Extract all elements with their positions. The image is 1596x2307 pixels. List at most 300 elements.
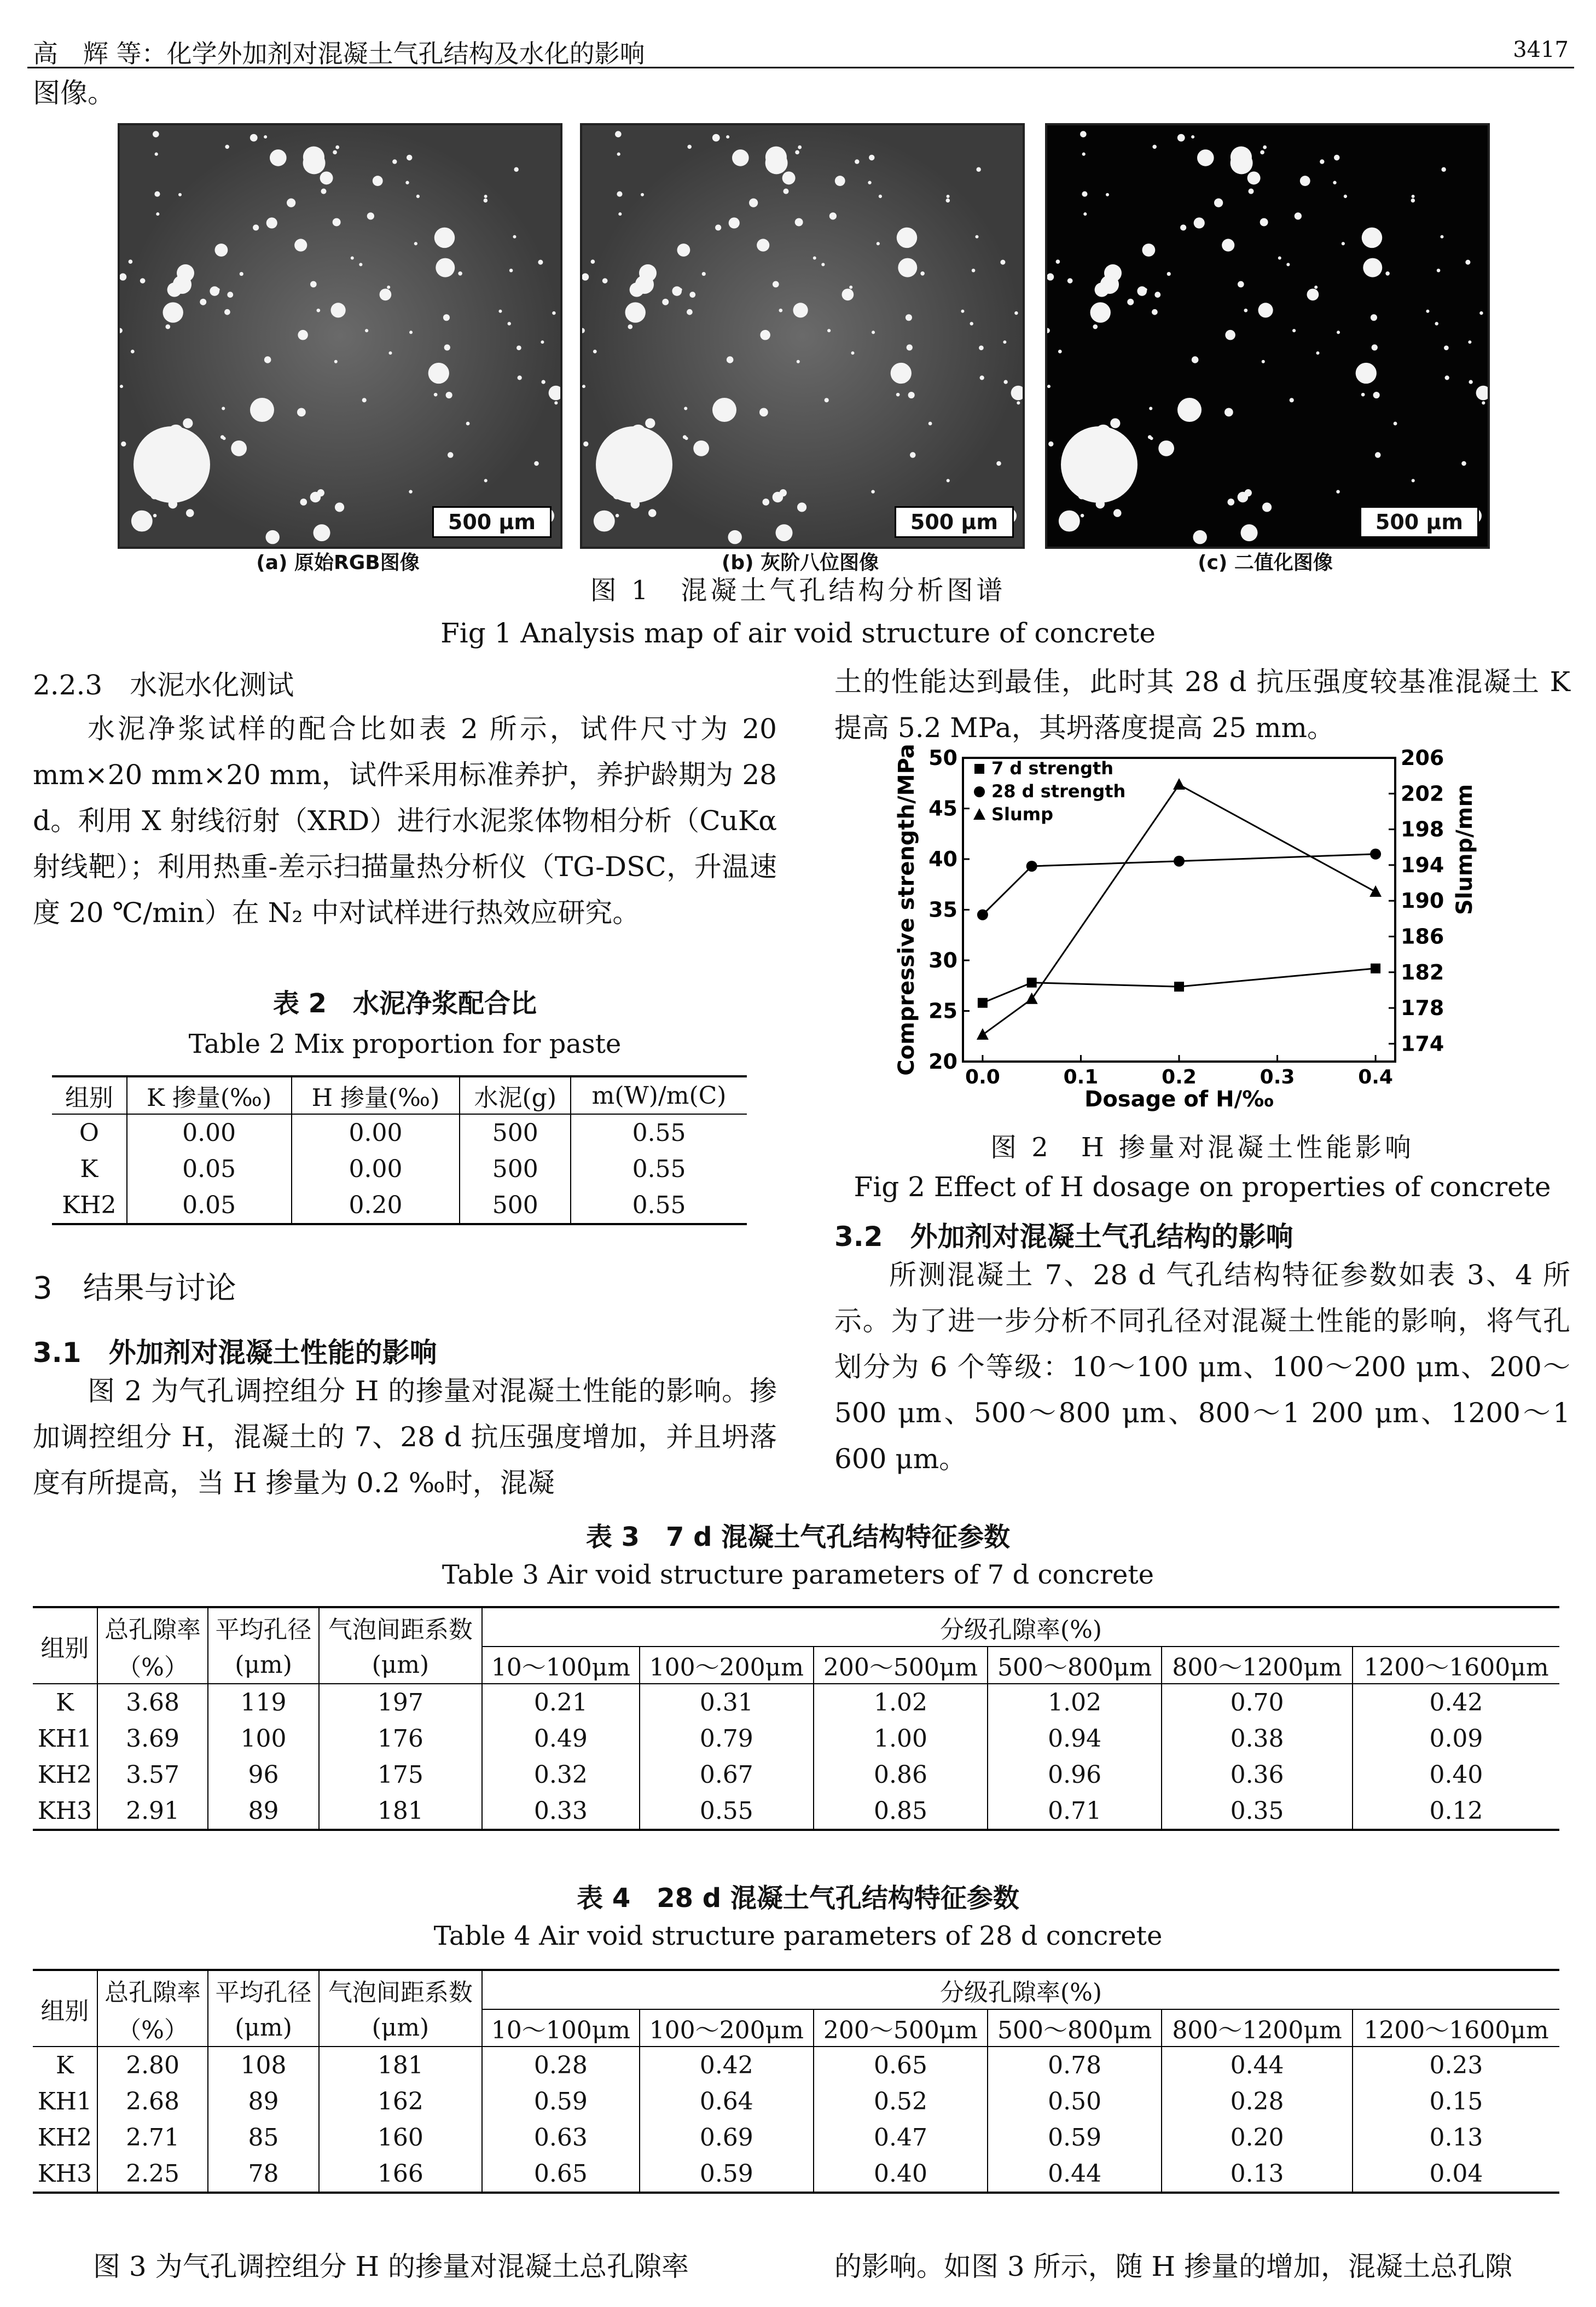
air-void-spot bbox=[782, 171, 796, 184]
air-void-spot bbox=[996, 461, 1001, 466]
air-void-spot bbox=[1177, 398, 1202, 422]
table4-cell: 89 bbox=[208, 2083, 318, 2119]
table3-cell: 175 bbox=[319, 1757, 482, 1793]
air-void-spot bbox=[702, 272, 706, 276]
legend-marker-1 bbox=[974, 786, 985, 797]
table4-cell: 0.50 bbox=[988, 2083, 1162, 2119]
air-void-spot bbox=[1371, 314, 1377, 321]
table2-cell: 0.20 bbox=[292, 1187, 460, 1224]
air-void-spot bbox=[1059, 511, 1080, 532]
air-void-spot bbox=[428, 363, 449, 384]
air-void-spot bbox=[1375, 452, 1381, 458]
air-void-spot bbox=[679, 288, 682, 291]
series-2-point bbox=[1369, 885, 1382, 897]
fig1-panel-b-image bbox=[582, 125, 1023, 547]
air-void-spot bbox=[596, 426, 672, 503]
fig1-label-a: (a) 原始RGB图像 bbox=[256, 552, 420, 574]
air-void-spot bbox=[224, 309, 230, 315]
table4-cell: 0.47 bbox=[814, 2119, 988, 2155]
table2-title-en: Table 2 Mix proportion for paste bbox=[188, 1029, 622, 1059]
air-void-spot bbox=[297, 408, 306, 416]
table4-cell: 0.44 bbox=[1162, 2047, 1353, 2083]
table3-grade-3: 200～500μm bbox=[814, 1647, 988, 1684]
air-void-spot bbox=[434, 228, 455, 248]
table3-cell: 0.79 bbox=[640, 1720, 814, 1757]
air-void-spot bbox=[869, 155, 874, 160]
air-void-spot bbox=[351, 256, 354, 259]
air-void-spot bbox=[1231, 147, 1252, 168]
air-void-spot bbox=[1263, 146, 1267, 149]
air-void-spot bbox=[217, 288, 220, 291]
table3-cell: 176 bbox=[319, 1720, 482, 1757]
air-void-spot bbox=[215, 244, 228, 257]
footer-left: 图 3 为气孔调控组分 H 的掺量对混凝土总孔隙率 bbox=[93, 2251, 689, 2282]
air-void-spot bbox=[898, 258, 917, 277]
air-void-spot bbox=[762, 499, 769, 506]
y-axis-label: Compressive strength/MPa bbox=[894, 744, 919, 1076]
air-void-spot bbox=[1300, 176, 1310, 186]
table3-header-row-2 bbox=[33, 1647, 1559, 1684]
air-void-spot bbox=[616, 514, 619, 517]
table4-cell: 0.63 bbox=[482, 2119, 640, 2155]
air-void-spot bbox=[1017, 401, 1020, 404]
air-void-spot bbox=[225, 144, 229, 149]
table3-cell: 0.94 bbox=[988, 1720, 1162, 1757]
air-void-spot bbox=[222, 407, 225, 410]
air-void-spot bbox=[1411, 199, 1415, 202]
air-void-spot bbox=[534, 461, 539, 466]
air-void-spot bbox=[1426, 310, 1429, 313]
table3-cell: 0.35 bbox=[1162, 1793, 1353, 1830]
table4-cell: 0.65 bbox=[814, 2047, 988, 2083]
air-void-spot bbox=[1082, 192, 1087, 197]
air-void-spot bbox=[947, 195, 950, 198]
air-void-spot bbox=[835, 176, 845, 186]
air-void-spot bbox=[314, 524, 330, 541]
air-void-spot bbox=[1247, 171, 1261, 184]
air-void-spot bbox=[163, 302, 183, 322]
table4-cell: 0.28 bbox=[482, 2047, 640, 2083]
air-void-spot bbox=[975, 235, 978, 239]
table3-col-total: 总孔隙率 bbox=[97, 1607, 208, 1647]
table-row bbox=[33, 2119, 1559, 2155]
paragraph-right-top: 土的性能达到最佳，此时其 28 d 抗压强度较基准混凝土 K 提高 5.2 MPa，其坍落度提高 25 mm。 bbox=[834, 666, 1570, 744]
table-row bbox=[33, 1684, 1559, 1720]
table-row bbox=[52, 1187, 747, 1224]
table3-cell: 0.86 bbox=[814, 1757, 988, 1793]
air-void-spot bbox=[683, 435, 687, 439]
table4-cell: 0.20 bbox=[1162, 2119, 1353, 2155]
air-void-spot bbox=[333, 218, 341, 227]
air-void-spot bbox=[628, 324, 633, 329]
air-void-spot bbox=[1241, 524, 1258, 541]
air-void-spot bbox=[448, 452, 454, 458]
table3-cell: 181 bbox=[319, 1793, 482, 1830]
series-0-point bbox=[1174, 982, 1184, 992]
y-tick-label: 20 bbox=[928, 1050, 957, 1074]
table4 bbox=[33, 1969, 1559, 2194]
air-void-spot bbox=[1435, 322, 1438, 325]
table3-grade-4: 500～800μm bbox=[988, 1647, 1162, 1684]
table4-cell: 2.80 bbox=[97, 2047, 208, 2083]
table2-col-wc: m(W)/m(C) bbox=[591, 1081, 727, 1110]
header-rule bbox=[27, 67, 1574, 68]
table4-grade-5: 800～1200μm bbox=[1162, 2009, 1353, 2047]
air-void-spot bbox=[757, 239, 769, 251]
fig1-caption-en: Fig 1 Analysis map of air void structure of concrete bbox=[440, 617, 1156, 649]
air-void-spot bbox=[250, 398, 274, 422]
footer-right: 的影响。如图 3 所示，随 H 掺量的增加，混凝土总孔隙 bbox=[834, 2251, 1512, 2282]
table3-cell: 0.70 bbox=[1162, 1684, 1353, 1720]
air-void-spot bbox=[891, 363, 912, 384]
air-void-spot bbox=[765, 147, 787, 168]
air-void-spot bbox=[813, 256, 816, 259]
air-void-spot bbox=[250, 134, 258, 142]
x-tick-label: 0.1 bbox=[1063, 1066, 1099, 1088]
y2-tick-label: 174 bbox=[1401, 1031, 1444, 1056]
paragraph-3-2: 所测混凝土 7、28 d 气孔结构特征参数如表 3、4 所示。为了进一步分析不同孔径对混凝土性能的影响，将气孔划分为 6 个等级：10～100 μm、100～200 μm、200～500 μm、500～800 μm、800～1 200 μm、1200～1 600 μm。 bbox=[834, 1259, 1570, 1475]
air-void-spot bbox=[1104, 264, 1122, 282]
series-0-point bbox=[1371, 964, 1380, 973]
air-void-spot bbox=[186, 509, 194, 517]
air-void-spot bbox=[310, 281, 317, 288]
table4-cell: 0.59 bbox=[482, 2083, 640, 2119]
series-1-point bbox=[1370, 849, 1381, 860]
air-void-spot bbox=[1469, 380, 1472, 384]
table2-col-k: K 掺量(‰) bbox=[127, 1076, 292, 1114]
air-void-spot bbox=[726, 135, 729, 138]
air-void-spot bbox=[266, 217, 277, 228]
table-row bbox=[33, 1720, 1559, 1757]
air-void-spot bbox=[1373, 392, 1380, 398]
table2-cell: 0.00 bbox=[292, 1151, 460, 1187]
table3-cell: 119 bbox=[208, 1684, 318, 1720]
air-void-spot bbox=[625, 302, 646, 322]
air-void-spot bbox=[727, 356, 734, 363]
air-void-spot bbox=[617, 153, 620, 156]
table4-col-group: 组别 bbox=[33, 1970, 97, 2047]
page-number: 3417 bbox=[1513, 37, 1569, 62]
table4-cell: 0.28 bbox=[1162, 2083, 1353, 2119]
table3-cell: 0.40 bbox=[1429, 1760, 1483, 1789]
air-void-spot bbox=[365, 329, 368, 332]
air-void-spot bbox=[1385, 271, 1390, 276]
table2-cell: 0.55 bbox=[632, 1191, 686, 1219]
table4-cell: 2.25 bbox=[97, 2155, 208, 2193]
table4-cell: 0.13 bbox=[1429, 2123, 1483, 2152]
table3-cell: 0.31 bbox=[640, 1684, 814, 1720]
air-void-spot bbox=[388, 351, 392, 355]
air-void-spot bbox=[183, 418, 193, 428]
air-void-spot bbox=[947, 479, 950, 482]
table2-cell: O bbox=[52, 1114, 127, 1151]
table4-cell: 0.65 bbox=[482, 2155, 640, 2193]
table3 bbox=[33, 1606, 1559, 1831]
series-1-point bbox=[1174, 856, 1185, 867]
air-void-spot bbox=[821, 263, 825, 266]
table3-cell: 0.21 bbox=[482, 1684, 640, 1720]
y-tick-label: 40 bbox=[928, 847, 957, 871]
air-void-spot bbox=[1214, 198, 1223, 207]
air-void-spot bbox=[827, 329, 831, 332]
table2-cell: 500 bbox=[460, 1114, 571, 1151]
air-void-spot bbox=[961, 310, 964, 313]
air-void-spot bbox=[928, 422, 932, 426]
air-void-spot bbox=[1148, 435, 1152, 439]
air-void-spot bbox=[1262, 502, 1272, 512]
table3-cell: 0.85 bbox=[814, 1793, 988, 1830]
air-void-spot bbox=[541, 380, 545, 384]
table4-cell: 181 bbox=[319, 2047, 482, 2083]
air-void-spot bbox=[1142, 244, 1156, 257]
air-void-spot bbox=[795, 150, 799, 155]
air-void-spot bbox=[166, 324, 171, 329]
air-void-spot bbox=[1056, 259, 1060, 264]
air-void-spot bbox=[444, 344, 450, 350]
air-void-spot bbox=[779, 309, 783, 312]
air-void-spot bbox=[335, 502, 344, 512]
air-void-spot bbox=[335, 146, 339, 149]
fig2-caption-cn: 图 2 H 掺量对混凝土性能影响 bbox=[990, 1132, 1414, 1163]
air-void-spot bbox=[300, 499, 307, 506]
table-row bbox=[52, 1151, 747, 1187]
table-row bbox=[33, 2155, 1559, 2193]
table4-title-cn: 表 4 28 d 混凝土气孔结构特征参数 bbox=[577, 1883, 1019, 1914]
air-void-spot bbox=[484, 479, 487, 482]
air-void-spot bbox=[1479, 311, 1483, 315]
air-void-spot bbox=[1081, 514, 1084, 517]
air-void-spot bbox=[1258, 303, 1273, 317]
y2-tick-label: 198 bbox=[1401, 817, 1444, 842]
air-void-spot bbox=[1167, 272, 1171, 276]
air-void-spot bbox=[131, 511, 153, 532]
air-void-spot bbox=[498, 310, 502, 313]
air-void-spot bbox=[1113, 509, 1122, 517]
air-void-spot bbox=[776, 524, 793, 541]
air-void-spot bbox=[253, 224, 259, 230]
air-void-spot bbox=[906, 314, 912, 321]
air-void-spot bbox=[294, 239, 307, 251]
table3-cell: 0.33 bbox=[482, 1793, 640, 1830]
air-void-spot bbox=[120, 385, 123, 388]
air-void-spot bbox=[409, 331, 413, 334]
table3-cell: 0.32 bbox=[482, 1757, 640, 1793]
air-void-spot bbox=[414, 242, 417, 245]
air-void-spot bbox=[896, 393, 900, 397]
air-void-spot bbox=[851, 351, 854, 355]
table4-cell: 0.59 bbox=[640, 2155, 814, 2193]
table2-col-h: H 掺量(‰) bbox=[292, 1076, 460, 1114]
table3-grade-1: 10～100μm bbox=[482, 1647, 640, 1684]
series-1-point bbox=[1026, 861, 1037, 872]
y-tick-label: 25 bbox=[928, 999, 957, 1023]
air-void-spot bbox=[980, 375, 984, 380]
air-void-spot bbox=[1468, 340, 1471, 344]
table4-col-total: 总孔隙率 bbox=[97, 1970, 208, 2009]
air-void-spot bbox=[484, 199, 487, 202]
paragraph-cement-hydration: 水泥净浆试样的配合比如表 2 所示，试件尺寸为 20 mm×20 mm×20 mm，试件采用标准养护，养护龄期为 28 d。利用 X 射线衍射（XRD）进行水泥浆体物相分析（CuKα 射线靶）；利用热重-差示扫描量热分析仪（TG-DSC，升温速度 20 ℃/min）在 N₂ 中对试样进行热效应研究。 bbox=[33, 713, 777, 929]
air-void-spot bbox=[1482, 401, 1485, 404]
air-void-spot bbox=[1314, 286, 1318, 289]
table4-cell: 0.64 bbox=[640, 2083, 814, 2119]
table4-cell: 0.78 bbox=[988, 2047, 1162, 2083]
table2 bbox=[52, 1075, 747, 1225]
air-void-spot bbox=[773, 281, 779, 288]
fig1-label-c: (c) 二值化图像 bbox=[1198, 552, 1333, 574]
air-void-spot bbox=[153, 514, 156, 517]
air-void-spot bbox=[1344, 195, 1347, 198]
table2-cell: 0.00 bbox=[292, 1114, 460, 1151]
running-header: 高 辉 等：化学外加剂对混凝土气孔结构及水化的影响 bbox=[33, 39, 645, 68]
air-void-spot bbox=[1083, 212, 1087, 216]
air-void-spot bbox=[1193, 530, 1206, 544]
air-void-spot bbox=[583, 442, 588, 447]
table3-cell: 3.69 bbox=[97, 1720, 208, 1757]
fig1-scale-bar-b: 500 μm bbox=[895, 506, 1014, 538]
table-row bbox=[33, 1757, 1559, 1793]
air-void-spot bbox=[591, 259, 595, 264]
table4-grade-6: 1200～1600μm bbox=[1363, 2016, 1549, 2044]
air-void-spot bbox=[1361, 393, 1365, 397]
air-void-spot bbox=[1003, 340, 1006, 344]
air-void-spot bbox=[1192, 356, 1199, 363]
air-void-spot bbox=[1440, 235, 1443, 239]
table2-cell: 0.55 bbox=[632, 1118, 686, 1147]
air-void-spot bbox=[1307, 288, 1319, 300]
air-void-spot bbox=[687, 309, 693, 315]
table4-cell: KH1 bbox=[33, 2083, 97, 2119]
y-tick-label: 45 bbox=[928, 796, 957, 821]
table4-cell: 0.52 bbox=[814, 2083, 988, 2119]
fig1-caption-cn: 图 1 混凝土气孔结构分析图谱 bbox=[590, 575, 1006, 606]
table3-cell: 0.96 bbox=[988, 1757, 1162, 1793]
air-void-spot bbox=[1444, 345, 1449, 350]
table3-cell: 0.12 bbox=[1429, 1796, 1483, 1825]
table3-cell: 89 bbox=[208, 1793, 318, 1830]
fig1-panel-a bbox=[118, 123, 562, 549]
air-void-spot bbox=[321, 189, 326, 194]
air-void-spot bbox=[829, 212, 837, 219]
table4-header-row-2 bbox=[33, 2009, 1559, 2047]
table2-cell: KH2 bbox=[52, 1187, 127, 1224]
table3-grade-5: 800～1200μm bbox=[1162, 1647, 1353, 1684]
air-void-spot bbox=[910, 452, 916, 458]
air-void-spot bbox=[1177, 134, 1185, 142]
air-void-spot bbox=[793, 303, 808, 317]
air-void-spot bbox=[387, 286, 390, 289]
fig1-panel-c-image bbox=[1047, 125, 1488, 547]
table4-cell: 0.59 bbox=[988, 2119, 1162, 2155]
air-void-spot bbox=[310, 492, 321, 503]
table3-grade-6: 1200～1600μm bbox=[1363, 1654, 1549, 1682]
air-void-spot bbox=[617, 192, 622, 197]
air-void-spot bbox=[1412, 479, 1415, 482]
x-tick-label: 0.4 bbox=[1358, 1066, 1393, 1088]
legend-marker-0 bbox=[974, 764, 984, 774]
air-void-spot bbox=[227, 292, 233, 298]
air-void-spot bbox=[662, 299, 669, 305]
air-void-spot bbox=[1248, 189, 1253, 194]
table2-title-cn: 表 2 水泥净浆配合比 bbox=[272, 988, 537, 1019]
x-tick-label: 0.2 bbox=[1162, 1066, 1197, 1088]
table4-col-mean: 平均孔径 bbox=[208, 1970, 318, 2009]
table3-cell: 0.09 bbox=[1429, 1724, 1483, 1753]
table3-cell: 0.42 bbox=[1429, 1688, 1483, 1717]
air-void-spot bbox=[855, 159, 859, 164]
air-void-spot bbox=[849, 286, 852, 289]
air-void-spot bbox=[972, 269, 976, 273]
table2-cell: 0.00 bbox=[127, 1114, 292, 1151]
air-void-spot bbox=[514, 167, 518, 172]
air-void-spot bbox=[797, 502, 806, 512]
air-void-spot bbox=[1363, 258, 1382, 277]
air-void-spot bbox=[871, 490, 874, 493]
air-void-spot bbox=[1362, 228, 1382, 248]
air-void-spot bbox=[1194, 217, 1205, 228]
table3-cell: 0.36 bbox=[1162, 1757, 1353, 1793]
table3-cell: 1.02 bbox=[988, 1684, 1162, 1720]
air-void-spot bbox=[134, 426, 210, 503]
table3-col-mean: 平均孔径 bbox=[208, 1607, 318, 1647]
table4-cell: 0.04 bbox=[1429, 2159, 1483, 2188]
table3-cell: 96 bbox=[208, 1757, 318, 1793]
air-void-spot bbox=[979, 345, 984, 350]
legend-marker-2 bbox=[973, 808, 985, 820]
air-void-spot bbox=[749, 198, 758, 207]
air-void-spot bbox=[409, 490, 412, 493]
air-void-spot bbox=[712, 134, 720, 142]
air-void-spot bbox=[1260, 218, 1268, 227]
legend-label-2: Slump bbox=[991, 804, 1054, 825]
table4-cell: 2.71 bbox=[97, 2119, 208, 2155]
air-void-spot bbox=[434, 393, 438, 397]
air-void-spot bbox=[303, 147, 324, 168]
table2-cell: 0.55 bbox=[632, 1155, 686, 1183]
table3-cell: 0.38 bbox=[1162, 1720, 1353, 1757]
table2-cell: 0.05 bbox=[127, 1187, 292, 1224]
table4-cell: KH2 bbox=[33, 2119, 97, 2155]
y2-tick-label: 182 bbox=[1401, 960, 1444, 984]
legend-label-1: 28 d strength bbox=[991, 781, 1126, 802]
x-axis-label: Dosage of H/‰ bbox=[1084, 1087, 1274, 1112]
air-void-spot bbox=[334, 360, 338, 363]
fig1-scale-bar-c: 500 μm bbox=[1360, 506, 1479, 538]
air-void-spot bbox=[759, 408, 768, 416]
air-void-spot bbox=[330, 303, 345, 317]
air-void-spot bbox=[618, 212, 622, 216]
table3-cell: KH2 bbox=[33, 1757, 97, 1793]
air-void-spot bbox=[264, 356, 271, 363]
air-void-spot bbox=[582, 385, 585, 388]
table3-cell: 197 bbox=[319, 1684, 482, 1720]
y2-tick-label: 190 bbox=[1401, 889, 1444, 913]
air-void-spot bbox=[1356, 363, 1377, 384]
table3-header-row-1 bbox=[33, 1607, 1559, 1647]
y2-tick-label: 206 bbox=[1401, 746, 1444, 770]
table2-cell: 500 bbox=[460, 1151, 571, 1187]
air-void-spot bbox=[200, 299, 206, 305]
air-void-spot bbox=[231, 440, 247, 456]
table3-grade-2: 100～200μm bbox=[640, 1647, 814, 1684]
air-void-spot bbox=[684, 407, 687, 410]
air-void-spot bbox=[1334, 155, 1339, 160]
air-void-spot bbox=[436, 258, 455, 277]
y2-axis-label: Slump/mm bbox=[1452, 784, 1477, 915]
table4-col-spacing-unit: (μm) bbox=[319, 2009, 482, 2047]
table2-cell: K bbox=[52, 1151, 127, 1187]
table-row bbox=[33, 1793, 1559, 1830]
air-void-spot bbox=[443, 314, 450, 321]
